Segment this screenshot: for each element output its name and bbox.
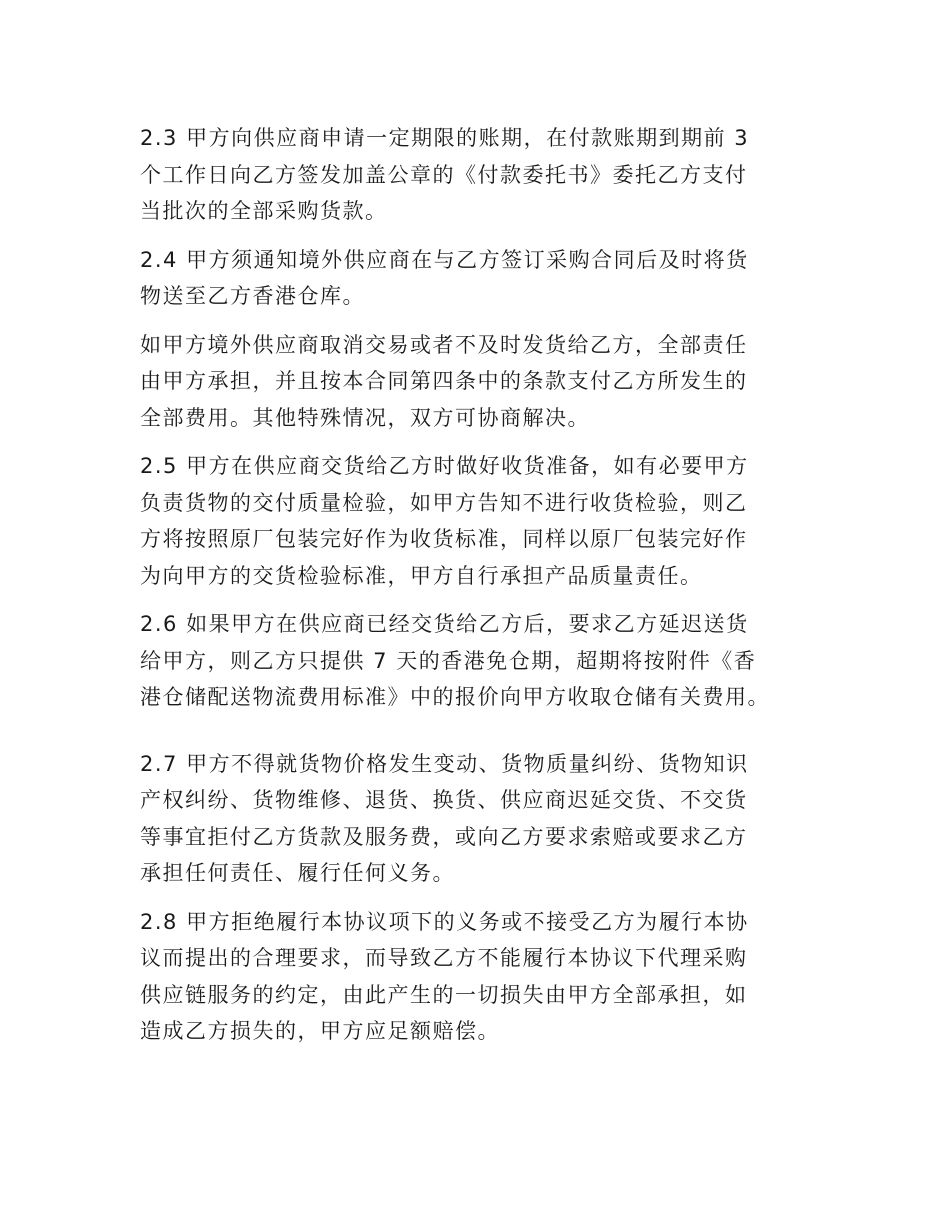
text-line: 物送至乙方香港仓库。 [140,284,365,308]
text-line: 由甲方承担，并且按本合同第四条中的条款支付乙方所发生的 [140,369,748,393]
text-line: 2.4 甲方须通知境外供应商在与乙方签订采购合同后及时将货 [140,247,749,272]
text-line: 2.6 如果甲方在供应商已经交货给乙方后，要求乙方延迟送货 [140,612,749,636]
text-line: 2.5 甲方在供应商交货给乙方时做好收货准备，如有必要甲方 [140,454,749,478]
text-line: 供应链服务的约定，由此产生的一切损失由甲方全部承担，如 [140,982,748,1007]
clause-2-5 [140,448,830,594]
clause-2-8 [140,904,830,1050]
clause-2-4-note [140,327,830,437]
clause-2-6 [140,606,830,716]
text-line: 给甲方，则乙方只提供 7 天的香港免仓期，超期将按附件《香 [140,648,757,673]
text-line: 方将按照原厂包装完好作为收货标准，同样以原厂包装完好作 [140,527,748,551]
text-line: 等事宜拒付乙方货款及服务费，或向乙方要求索赔或要求乙方 [140,824,748,849]
text-line: 议而提出的合理要求，而导致乙方不能履行本协议下代理采购 [140,946,748,970]
clause-2-3 [140,120,830,230]
text-line: 个工作日向乙方签发加盖公章的《付款委托书》委托乙方支付 [140,162,748,187]
text-line: 负责货物的交付质量检验，如甲方告知不进行收货检验，则乙 [140,490,748,515]
text-line: 承担任何责任、履行任何义务。 [140,861,455,885]
text-line: 全部费用。其他特殊情况，双方可协商解决。 [140,405,590,430]
text-line: 当批次的全部采购货款。 [140,199,388,223]
clause-2-7 [140,746,830,892]
text-line: 港仓储配送物流费用标准》中的报价向甲方收取仓储有关费用。 [140,685,770,709]
text-line: 2.7 甲方不得就货物价格发生变动、货物质量纠纷、货物知识 [140,751,749,776]
clause-2-4 [140,242,830,315]
text-line: 为向甲方的交货检验标准，甲方自行承担产品质量责任。 [140,563,703,588]
text-line: 造成乙方损失的，甲方应足额赔偿。 [140,1019,500,1043]
text-line: 产权纠纷、货物维修、退货、换货、供应商迟延交货、不交货 [140,788,748,812]
text-line: 2.8 甲方拒绝履行本协议项下的义务或不接受乙方为履行本协 [140,909,749,934]
text-line: 2.3 甲方向供应商申请一定期限的账期，在付款账期到期前 3 [140,126,750,150]
text-line: 如甲方境外供应商取消交易或者不及时发货给乙方，全部责任 [140,332,748,357]
